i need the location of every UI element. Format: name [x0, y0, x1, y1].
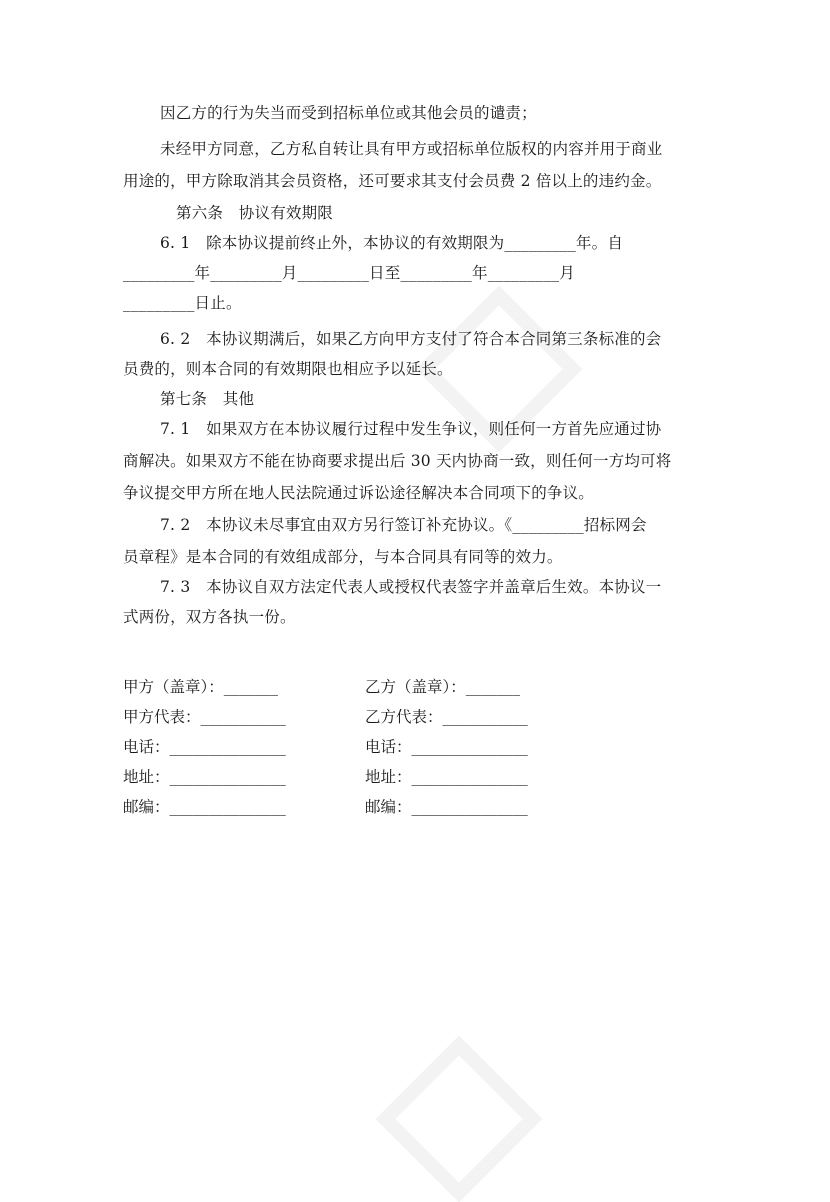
party-a-representative: 甲方代表：___________	[123, 708, 286, 726]
paragraph-line: 7. 1 如果双方在本协议履行过程中发生争议，则任何一方首先应通过协	[160, 420, 662, 438]
watermark	[376, 1036, 543, 1202]
paragraph-line: 未经甲方同意，乙方私自转让具有甲方或招标单位版权的内容并用于商业	[160, 140, 663, 158]
paragraph-line: 7. 3 本协议自双方法定代表人或授权代表签字并盖章后生效。本协议一	[160, 578, 662, 596]
paragraph-line: 6. 2 本协议期满后，如果乙方向甲方支付了符合本合同第三条标准的会	[160, 330, 662, 348]
paragraph-line: 员费的，则本合同的有效期限也相应予以延长。	[123, 360, 453, 378]
party-a-phone: 电话：_______________	[123, 738, 286, 756]
party-b-seal: 乙方（盖章）：_______	[365, 678, 521, 696]
party-b-postcode: 邮编：_______________	[365, 798, 528, 816]
paragraph-line: _________日止。	[123, 294, 242, 312]
party-a-address: 地址：_______________	[123, 768, 286, 786]
paragraph-line: 争议提交甲方所在地人民法院通过诉讼途径解决本合同项下的争议。	[123, 484, 595, 502]
party-b-representative: 乙方代表：___________	[365, 708, 528, 726]
section-heading: 第七条 其他	[160, 390, 255, 408]
paragraph-line: 商解决。如果双方不能在协商要求提出后 30 天内协商一致，则任何一方均可将	[123, 452, 672, 470]
party-a-postcode: 邮编：_______________	[123, 798, 286, 816]
paragraph-line: 因乙方的行为失当而受到招标单位或其他会员的谴责；	[160, 104, 537, 122]
party-b-address: 地址：_______________	[365, 768, 528, 786]
paragraph-line: 7. 2 本协议未尽事宜由双方另行签订补充协议。《_________招标网会	[160, 516, 647, 534]
paragraph-line: _________年_________月_________日至_________年_________月	[123, 264, 575, 282]
party-a-seal: 甲方（盖章）：_______	[123, 678, 279, 696]
section-heading: 第六条 协议有效期限	[176, 204, 334, 222]
paragraph-line: 用途的，甲方除取消其会员资格，还可要求其支付会员费 2 倍以上的违约金。	[123, 172, 662, 190]
paragraph-line: 员章程》是本合同的有效组成部分，与本合同具有同等的效力。	[123, 548, 563, 566]
party-b-phone: 电话：_______________	[365, 738, 528, 756]
paragraph-line: 6. 1 除本协议提前终止外，本协议的有效期限为_________年。自	[160, 234, 624, 252]
paragraph-line: 式两份，双方各执一份。	[123, 608, 296, 626]
